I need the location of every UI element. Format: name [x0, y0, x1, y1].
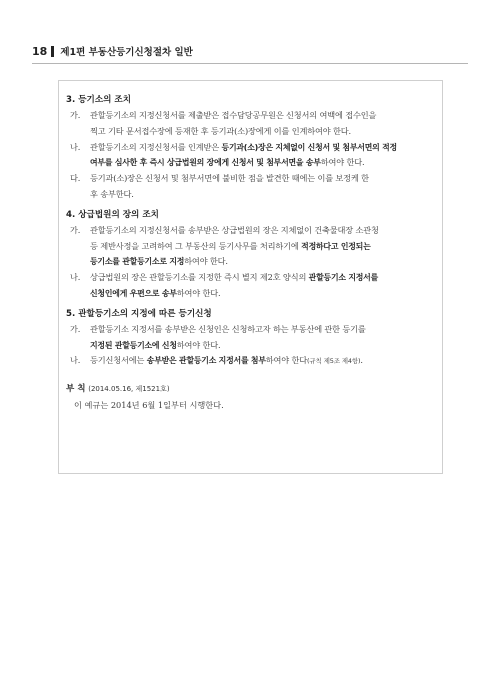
- list-item-line: [66, 338, 438, 354]
- text-segment: 관할등기소의 지정신청서를 인계받은: [90, 141, 222, 152]
- header-rule: [32, 63, 468, 64]
- addendum-title: 부 칙: [66, 384, 86, 395]
- highlighted-text: 신청인에게 우편으로 송부: [90, 288, 177, 298]
- section-title: 3. 등기소의 조치: [66, 95, 132, 105]
- list-item-text: [90, 187, 134, 203]
- list-item-line: [66, 155, 438, 171]
- reference-note: (규칙 제5조 제4항): [307, 357, 361, 366]
- list-item-text: [90, 338, 220, 354]
- highlighted-text: 송부받은 관할등기소 지정서를 첨부: [146, 356, 266, 366]
- list-item-line: [66, 140, 438, 156]
- list-item-line: [66, 286, 438, 302]
- highlighted-text: 관할등기소 지정서를: [308, 273, 379, 283]
- section-title: 4. 상급법원의 장의 조치: [66, 209, 159, 220]
- list-item-line: [66, 124, 438, 140]
- highlighted-text: 등기소를 관할등기소로 지정: [90, 257, 185, 267]
- list-item-text: [90, 286, 220, 302]
- text-segment: 관할등기소의 지정신청서를 제출받은 접수담당공무원은 신청서의 여백에 접수인을: [90, 110, 377, 120]
- list-item-text: [90, 239, 371, 255]
- list-item-line: [66, 187, 438, 203]
- list-item-text: [90, 322, 366, 338]
- text-segment: 등 제반사정을 고려하여 그 부동산의 등기사무를 처리하기에: [90, 240, 302, 251]
- list-item-line: [66, 254, 438, 270]
- highlighted-text: 지정된 관할등기소에 신청: [90, 340, 177, 350]
- list-item-marker: 가.: [70, 323, 81, 334]
- text-segment: 관할등기소 지정서를 송부받은 신청인은 신청하고자 하는 부동산에 관한 등기를: [90, 323, 366, 334]
- text-segment: 등기신청서에는: [90, 355, 147, 366]
- list-item-marker: 다.: [70, 173, 81, 184]
- regulation-content: [66, 92, 438, 414]
- list-item-line: [66, 322, 438, 338]
- list-item-line: [66, 270, 438, 286]
- text-segment: 등기과(소)장은 신청서 및 첨부서면에 불비한 점을 발견한 때에는 이를 보정케 한: [90, 173, 369, 184]
- list-item-text: [90, 155, 364, 171]
- text-segment: 하여야 한다.: [176, 287, 221, 298]
- list-item-text: [90, 353, 363, 369]
- list-item-line: [66, 239, 438, 255]
- list-item-marker: 나.: [70, 141, 81, 152]
- text-segment: 후 송부한다.: [90, 188, 134, 199]
- list-item-marker: 가.: [70, 224, 81, 235]
- page-number: 18: [32, 44, 48, 58]
- text-segment: 상급법원의 장은 관할등기소를 지정한 즉시 별지 제2호 양식의: [90, 272, 309, 283]
- highlighted-text: 여부를 심사한 후 즉시 상급법원의 장에게 신청서 및 첨부서면을 송부: [90, 158, 321, 168]
- addendum-date: (2014.05.16, 제1521호): [88, 385, 170, 394]
- section-title: 5. 관할등기소의 지정에 따른 등기신청: [66, 308, 212, 319]
- list-item-text: [90, 140, 397, 156]
- list-item-line: [66, 108, 438, 124]
- list-item-marker: 나.: [70, 355, 81, 366]
- list-item-text: [90, 124, 351, 140]
- text-segment: 하여야 한다.: [320, 157, 365, 168]
- text-segment: 찍고 기타 문서접수장에 등재한 후 등기과(소)장에게 이를 인계하여야 한다.: [90, 125, 351, 136]
- list-item-line: [66, 353, 438, 369]
- highlighted-text: 등기과(소)장은 지체없이 신청서 및 첨부서면의 적정: [221, 142, 397, 152]
- header-divider-bar: [51, 46, 54, 57]
- list-item-text: [90, 223, 379, 239]
- section-gap: [66, 369, 438, 381]
- list-item-text: [90, 108, 376, 124]
- text-segment: 관할등기소의 지정신청서를 송부받은 상급법원의 장은 지체없이 건축물대장 소관청: [90, 224, 379, 235]
- list-item-text: [90, 254, 228, 270]
- page-header: [32, 44, 193, 58]
- list-item-marker: 나.: [70, 272, 81, 283]
- list-item-line: [66, 171, 438, 187]
- list-item-line: [66, 223, 438, 239]
- text-segment: 하여야 한다.: [184, 256, 228, 267]
- text-segment: 하여야 한다.: [176, 339, 221, 350]
- text-segment: .: [360, 355, 363, 366]
- highlighted-text: 적정하다고 인정되는: [301, 241, 371, 251]
- list-item-text: [90, 171, 369, 187]
- addendum-body: 이 예규는 2014년 6월 1일부터 시행한다.: [74, 399, 224, 410]
- addendum-heading: [66, 381, 438, 398]
- list-item-marker: 가.: [70, 110, 81, 120]
- chapter-title: 제1편 부동산등기신청절차 일반: [60, 47, 193, 58]
- list-item-text: [90, 270, 378, 286]
- text-segment: 하여야 한다: [265, 355, 308, 366]
